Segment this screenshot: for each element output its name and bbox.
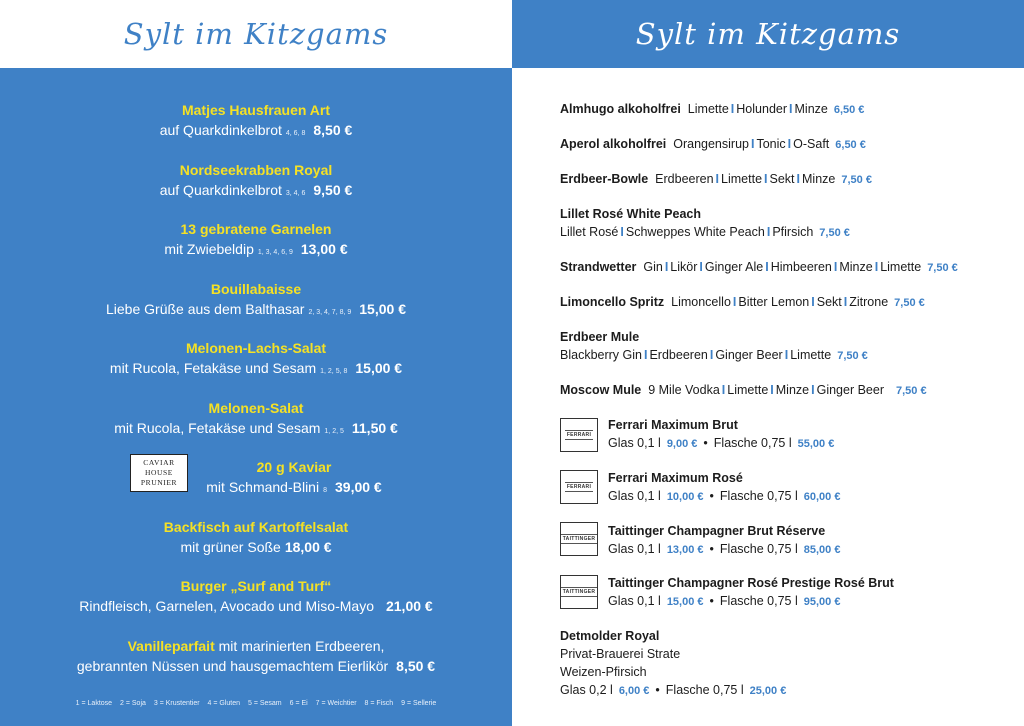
drink-price: 7,50 € bbox=[896, 385, 927, 397]
dish-desc: auf Quarkdinkelbrot bbox=[159, 181, 282, 198]
drink-price: 7,50 € bbox=[819, 227, 850, 239]
dish-price: 8,50 € bbox=[313, 122, 353, 138]
allergen-legend: 1 = Laktose 2 = Soja 3 = Krustentier 4 = Gluten 5 = Sesam 6 = Ei 7 = Weichtier 8 = Fisch 9 = Sellerie bbox=[75, 700, 437, 707]
ferrari-logo-icon: FERRARI bbox=[560, 470, 598, 504]
dish-price: 39,00 € bbox=[335, 479, 382, 495]
wine-item: Taittinger Champagner Brut Réserve Glas 0,1 l 13,00 € • Flasche 0,75 l 85,00 € bbox=[608, 524, 841, 556]
dish-name: Melonen-Lachs-Salat bbox=[185, 340, 327, 356]
caviar-house-logo: CAVIAR HOUSE PRUNIER bbox=[130, 454, 188, 492]
dish-desc: mit Rucola, Fetakäse und Sesam bbox=[109, 360, 317, 376]
food-list bbox=[0, 100, 512, 695]
wine-item: Taittinger Champagner Rosé Prestige Rosé Brut Glas 0,1 l 15,00 € • Flasche 0,75 l 95,00 € bbox=[608, 576, 894, 608]
drinks-page-title: Sylt im Kitzgams bbox=[635, 17, 901, 51]
dish-item bbox=[0, 338, 512, 398]
drink-item: Erdbeer-Bowle Erdbeeren I Limette I Sekt I Minze 7,50 € bbox=[560, 172, 872, 186]
drink-price: 6,50 € bbox=[833, 104, 865, 116]
drink-item: Limoncello Spritz Limoncello I Bitter Lemon I Sekt I Zitrone 7,50 € bbox=[560, 295, 925, 309]
wine-item: Ferrari Maximum Rosé Glas 0,1 l 10,00 € • Flasche 0,75 l 60,00 € bbox=[608, 471, 841, 503]
food-title-band bbox=[0, 0, 512, 68]
dish-allergens: 4, 6, 8 bbox=[285, 130, 306, 137]
dish-name: Matjes Hausfrauen Art bbox=[181, 102, 331, 118]
dish-item bbox=[0, 576, 512, 636]
drink-item: Almhugo alkoholfrei Limette I Holunder I Minze 6,50 € bbox=[560, 102, 865, 116]
dish-allergens: 1, 2, 5 bbox=[324, 427, 344, 435]
taittinger-logo-icon: TAITTINGER bbox=[560, 522, 598, 556]
dish-name: Backfisch auf Kartoffelsalat bbox=[163, 518, 349, 535]
dish-item bbox=[0, 398, 512, 458]
dish-desc: mit Rucola, Fetakäse und Sesam bbox=[114, 419, 321, 436]
dish-desc: mit grüner Soße bbox=[180, 538, 281, 555]
drink-item: Strandwetter Gin I Likör I Ginger Ale I Himbeeren I Minze I Limette 7,50 € bbox=[560, 260, 958, 274]
dish-price: 9,50 € bbox=[313, 181, 353, 198]
dish-price: 21,00 € bbox=[385, 598, 433, 614]
dessert-desc-1: mit marinierten Erdbeeren, bbox=[218, 637, 385, 654]
dish-desc: auf Quarkdinkelbrot bbox=[159, 122, 282, 138]
drink-price: 7,50 € bbox=[837, 350, 868, 362]
dish-item bbox=[0, 517, 512, 577]
dish-allergens: 1, 2, 5, 8 bbox=[320, 368, 348, 375]
taittinger-logo-icon: TAITTINGER bbox=[560, 575, 598, 609]
dish-allergens: 3, 4, 6 bbox=[285, 189, 306, 197]
beer-item: Detmolder Royal Privat-Brauerei Strate Weizen-Pfirsich Glas 0,2 l 6,00 € • Flasche 0,75 l 25,00 € bbox=[560, 629, 787, 697]
dessert-desc-2: gebrannten Nüssen und hausgemachtem Eierlikör bbox=[76, 657, 389, 674]
drink-price: 7,50 € bbox=[927, 262, 958, 274]
dish-allergens: 8 bbox=[323, 487, 327, 494]
dish-desc: mit Schmand-Blini bbox=[206, 479, 320, 495]
drink-price: 7,50 € bbox=[894, 297, 925, 309]
dish-price: 15,00 € bbox=[355, 360, 403, 376]
dish-allergens: 1, 3, 4, 6, 9 bbox=[257, 249, 293, 256]
dish-desc: Rindfleisch, Garnelen, Avocado und Miso-Mayo bbox=[79, 598, 374, 614]
drink-item: Lillet Rosé White Peach Lillet Rosé I Schweppes White Peach I Pfirsich 7,50 € bbox=[560, 207, 850, 239]
food-page-title: Sylt im Kitzgams bbox=[123, 17, 389, 51]
drink-item: Aperol alkoholfrei Orangensirup I Tonic I O-Saft 6,50 € bbox=[560, 137, 866, 151]
dish-price: 11,50 € bbox=[351, 419, 398, 436]
dish-item bbox=[0, 100, 512, 160]
dish-item bbox=[0, 279, 512, 339]
dish-price: 18,00 € bbox=[284, 538, 332, 555]
drink-price: 6,50 € bbox=[835, 139, 866, 151]
drinks-title-band bbox=[512, 0, 1024, 68]
dish-allergens: 2, 3, 4, 7, 8, 9 bbox=[308, 308, 352, 316]
dish-desc: Liebe Grüße aus dem Balthasar bbox=[106, 300, 305, 317]
dessert-item bbox=[0, 636, 512, 696]
dish-price: 13,00 € bbox=[300, 241, 348, 257]
dish-price: 15,00 € bbox=[359, 300, 406, 317]
dessert-price: 8,50 € bbox=[396, 657, 436, 674]
dish-item bbox=[0, 457, 512, 517]
dish-name: Melonen-Salat bbox=[208, 399, 304, 416]
dish-name: Bouillabaisse bbox=[210, 280, 302, 297]
dish-item bbox=[0, 219, 512, 279]
dish-name: 13 gebratene Garnelen bbox=[180, 221, 332, 237]
dish-item bbox=[0, 160, 512, 220]
dish-desc: mit Zwiebeldip bbox=[164, 241, 254, 257]
wine-item: Ferrari Maximum Brut Glas 0,1 l 9,00 € • Flasche 0,75 l 55,00 € bbox=[608, 418, 835, 450]
drink-item: Moscow Mule 9 Mile Vodka I Limette I Minze I Ginger Beer 7,50 € bbox=[560, 383, 927, 397]
dish-name: Nordseekrabben Royal bbox=[179, 161, 333, 178]
drink-price: 7,50 € bbox=[841, 174, 872, 186]
dessert-name: Vanilleparfait bbox=[127, 637, 215, 654]
dish-name: Burger „Surf and Turf“ bbox=[180, 578, 332, 594]
ferrari-logo-icon: FERRARI bbox=[560, 418, 598, 452]
drink-item: Erdbeer Mule Blackberry Gin I Erdbeeren I Ginger Beer I Limette 7,50 € bbox=[560, 330, 868, 362]
dish-name: 20 g Kaviar bbox=[256, 459, 332, 475]
